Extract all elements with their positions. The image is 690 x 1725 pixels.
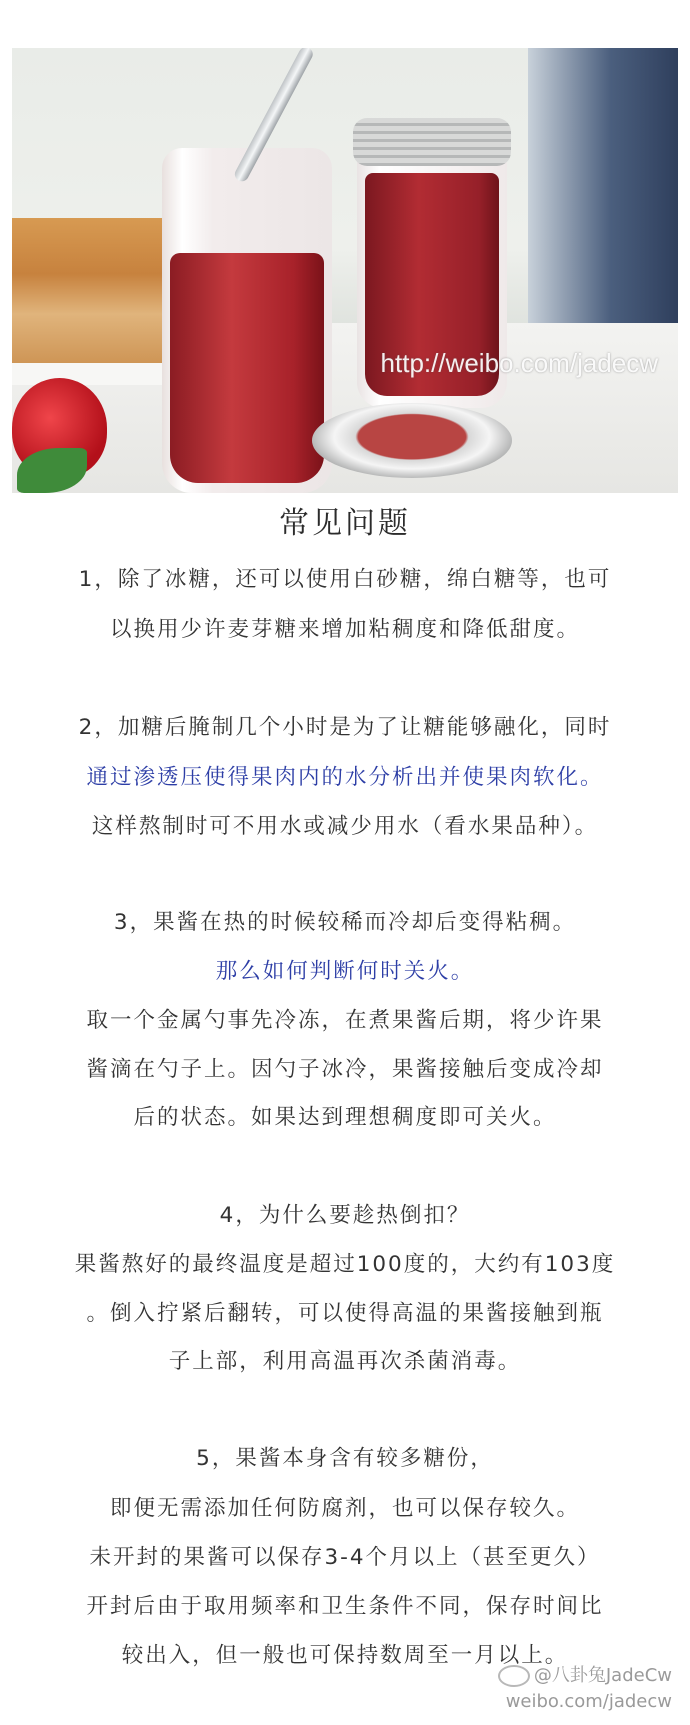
paragraph-line: 果酱熬好的最终温度是超过100度的，大约有103度	[74, 1252, 616, 1277]
weibo-handle: @八卦兔JadeCw	[533, 1665, 672, 1686]
weibo-watermark	[498, 1663, 672, 1715]
page-title: 常见问题	[279, 506, 411, 541]
paragraph-line: 这样熬制时可不用水或减少用水（看水果品种）。	[91, 814, 599, 839]
paragraph-line: 较出入，但一般也可保持数周至一月以上。	[121, 1643, 569, 1668]
weibo-logo-icon	[498, 1665, 530, 1687]
paragraph-line: 酱滴在勺子上。因勺子冰冷，果酱接触后变成冷却	[86, 1057, 604, 1082]
paragraph-line: 以换用少许麦芽糖来增加粘稠度和降低甜度。	[109, 617, 580, 642]
paragraph-line: 2，加糖后腌制几个小时是为了让糖能够融化，同时	[78, 715, 612, 740]
weibo-url: weibo.com/jadecw	[505, 1691, 672, 1712]
jam-jars-photo	[12, 48, 678, 493]
paragraph-line: 后的状态。如果达到理想稠度即可关火。	[133, 1105, 557, 1130]
front-jam-jar	[162, 148, 332, 493]
paragraph-line: 未开封的果酱可以保存3-4个月以上（甚至更久）	[89, 1545, 601, 1570]
background-window	[528, 48, 678, 348]
paragraph-line: 取一个金属勺事先冷冻，在煮果酱后期，将少许果	[86, 1008, 604, 1033]
paragraph-line: 5，果酱本身含有较多糖份，	[196, 1446, 494, 1471]
jam-fill	[170, 253, 324, 483]
toast-stack	[12, 218, 182, 378]
paragraph-line: 即便无需添加任何防腐剂，也可以保存较久。	[109, 1496, 580, 1521]
paragraph-line-highlight: 那么如何判断何时关火。	[215, 959, 475, 984]
paragraph-line: 。倒入拧紧后翻转，可以使得高温的果酱接触到瓶	[86, 1301, 604, 1326]
jar-lid	[312, 403, 512, 478]
jar-thread-band	[353, 118, 511, 166]
paragraph-line: 开封后由于取用频率和卫生条件不同，保存时间比	[86, 1594, 604, 1619]
paragraph-line: 1，除了冰糖，还可以使用白砂糖，绵白糖等，也可	[78, 567, 612, 592]
paragraph-line-highlight: 通过渗透压使得果肉内的水分析出并使果肉软化。	[86, 765, 604, 790]
paragraph-line: 4，为什么要趁热倒扣？	[219, 1203, 471, 1228]
photo-watermark: http://weibo.com/jadecw	[380, 348, 658, 378]
paragraph-line: 3，果酱在热的时候较稀而冷却后变得粘稠。	[113, 910, 577, 935]
paragraph-line: 子上部，利用高温再次杀菌消毒。	[168, 1349, 522, 1374]
